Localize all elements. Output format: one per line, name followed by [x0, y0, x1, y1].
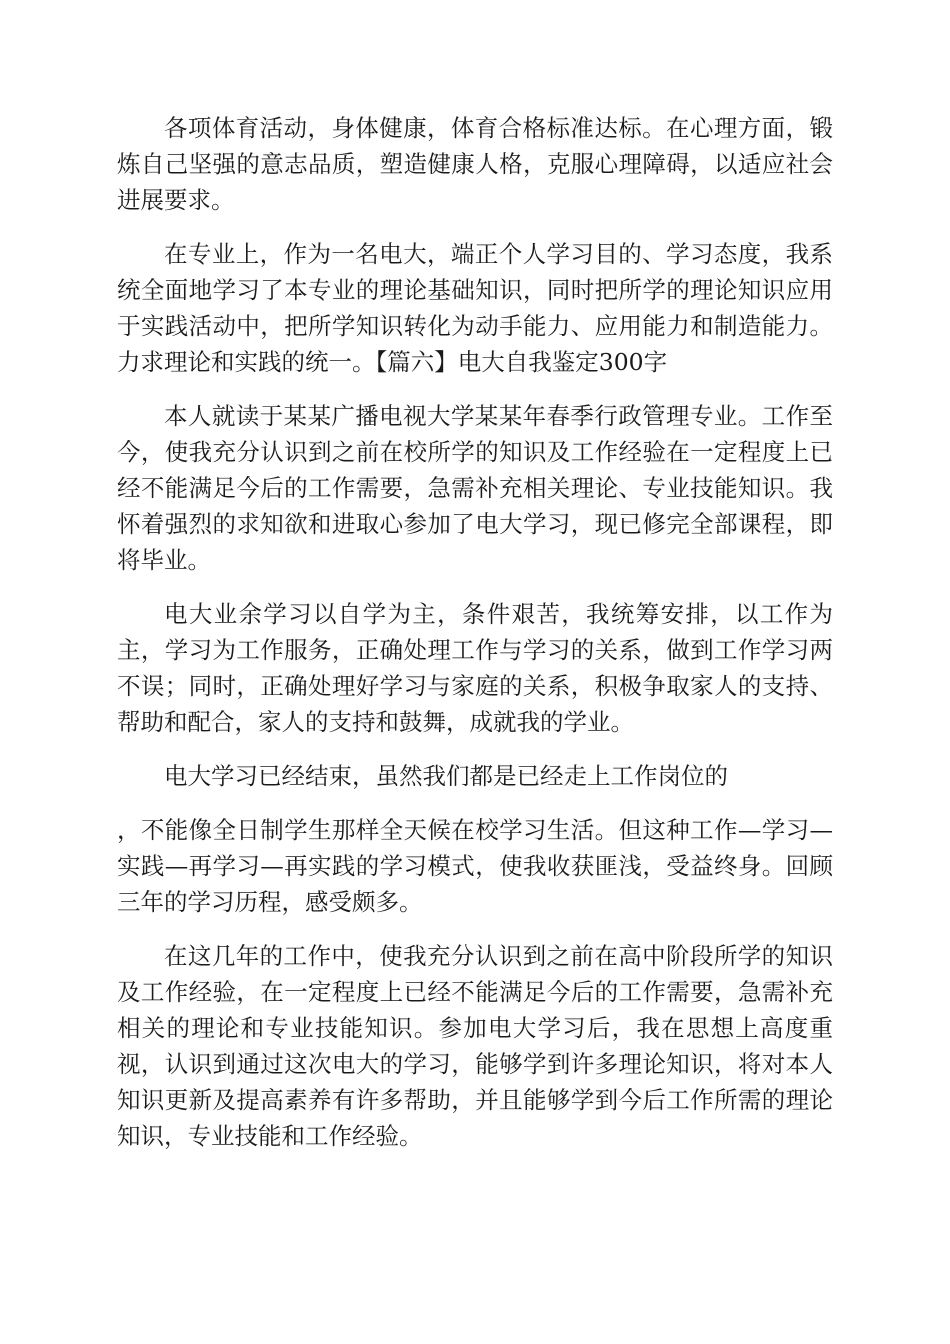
paragraph-enrollment: 本人就读于某某广播电视大学某某年春季行政管理专业。工作至今，使我充分认识到之前在校所学的知识及工作经验在一定程度上已经不能满足今后的工作需要，急需补充相关理论、专业技能知识。我怀着强烈的求知欲和进取心参加了电大学习，现已修完全部课程，即将毕业。: [117, 402, 833, 574]
document-page: [117, 110, 833, 1172]
paragraph-study-mode: ，不能像全日制学生那样全天候在校学习生活。但这种工作—学习—实践—再学习—再实践的学习模式，使我收获匪浅，受益终身。回顾三年的学习历程，感受颇多。: [117, 816, 833, 916]
paragraph-professional-study: 在专业上，作为一名电大，端正个人学习目的、学习态度，我系统全面地学习了本专业的理论基础知识，同时把所学的理论知识应用于实践活动中，把所学知识转化为动手能力、应用能力和制造能力。力求理论和实践的统一。【篇六】电大自我鉴定300字: [117, 240, 833, 376]
paragraph-recent-years: 在这几年的工作中，使我充分认识到之前在高中阶段所学的知识及工作经验，在一定程度上已经不能满足今后的工作需要，急需补充相关的理论和专业技能知识。参加电大学习后，我在思想上高度重视，认识到通过这次电大的学习，能够学到许多理论知识，将对本人知识更新及提高素养有许多帮助，并且能够学到今后工作所需的理论知识，专业技能和工作经验。: [117, 942, 833, 1150]
paragraph-study-ended: 电大学习已经结束，虽然我们都是已经走上工作岗位的: [164, 762, 728, 790]
paragraph-physical-mental: 各项体育活动，身体健康，体育合格标准达标。在心理方面，锻炼自己坚强的意志品质，塑造健康人格，克服心理障碍，以适应社会进展要求。: [117, 114, 833, 214]
paragraph-work-study-balance: 电大业余学习以自学为主，条件艰苦，我统筹安排，以工作为主，学习为工作服务，正确处理工作与学习的关系，做到工作学习两不误；同时，正确处理好学习与家庭的关系，积极争取家人的支持、帮助和配合，家人的支持和鼓舞，成就我的学业。: [117, 600, 833, 736]
